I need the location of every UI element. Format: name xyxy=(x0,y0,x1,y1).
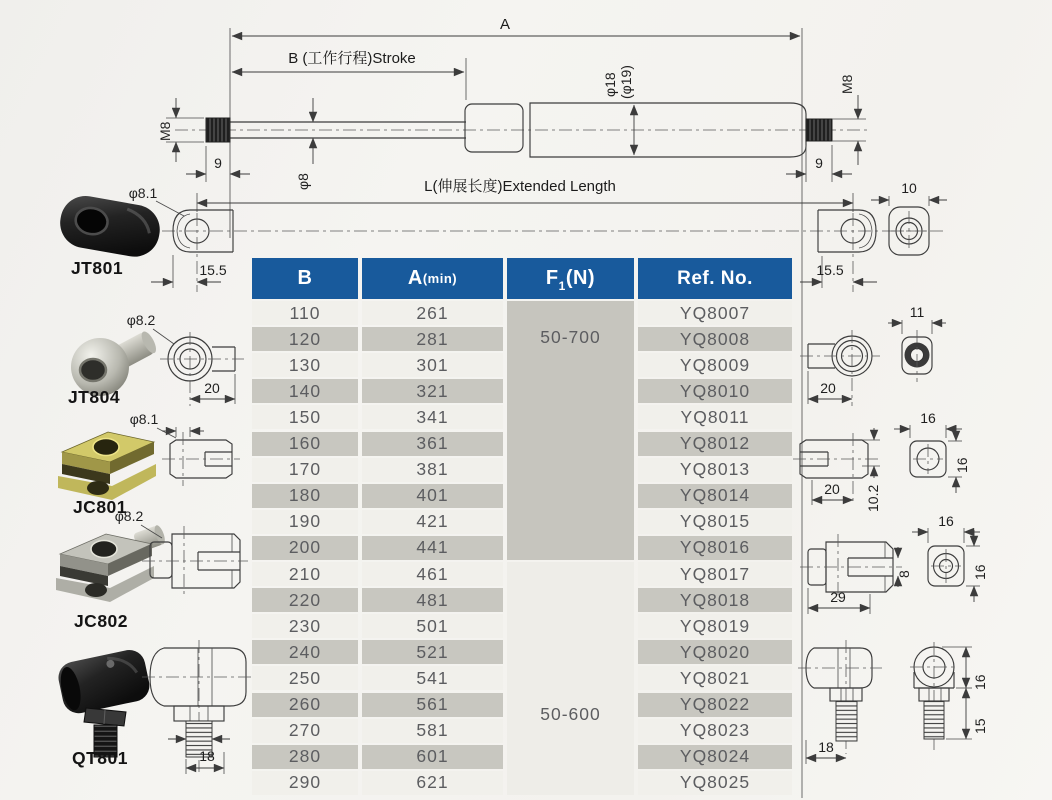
dim-label-extended-length: L(伸展长度)Extended Length xyxy=(424,178,616,195)
dim-label-tube-dia-alt: (φ19) xyxy=(618,65,634,99)
b-value: 200 xyxy=(252,536,358,560)
a-value: 401 xyxy=(362,484,503,508)
ref-value: YQ8021 xyxy=(638,666,792,690)
a-value: 421 xyxy=(362,510,503,534)
a-value: 581 xyxy=(362,719,503,743)
header-ref-text: Ref. No. xyxy=(677,267,753,289)
jt804-views-right xyxy=(800,304,946,406)
jc802-label: JC802 xyxy=(73,611,129,631)
b-value: 170 xyxy=(252,458,358,482)
ref-value: YQ8016 xyxy=(638,536,792,560)
b-value: 140 xyxy=(252,379,358,403)
b-value: 190 xyxy=(252,510,358,534)
a-value: 381 xyxy=(362,458,503,482)
b-value: 160 xyxy=(252,432,358,456)
jc802-views-right xyxy=(800,513,988,614)
a-value: 541 xyxy=(362,666,503,690)
table-header-b xyxy=(252,258,358,299)
ref-value: YQ8007 xyxy=(638,301,792,325)
ref-value: YQ8011 xyxy=(638,405,792,429)
dim-label-jc802-8: 8 xyxy=(896,570,912,578)
dim-label-9-right: 9 xyxy=(815,155,823,171)
a-value: 261 xyxy=(362,301,503,325)
jt801-photo xyxy=(56,192,164,261)
piston-rod-thread-left xyxy=(206,118,230,142)
a-value: 561 xyxy=(362,693,503,717)
b-value: 130 xyxy=(252,353,358,377)
dim-label-qt801-16: 16 xyxy=(972,674,988,690)
ref-value: YQ8012 xyxy=(638,432,792,456)
eyelet-left-view xyxy=(151,210,233,292)
table-column-ref xyxy=(638,258,792,795)
ref-value: YQ8008 xyxy=(638,327,792,351)
qt801-photo xyxy=(56,647,153,757)
dim-label-jt801-dia: φ8.1 xyxy=(128,185,158,201)
qt801-side-view-left xyxy=(142,640,254,774)
jc801-photo xyxy=(58,432,156,500)
jt804-photo xyxy=(71,329,159,396)
dim-label-qt801-15: 15 xyxy=(972,718,988,734)
dim-label-jc801-16w: 16 xyxy=(920,410,936,426)
dim-label-jt804-20-left: 20 xyxy=(204,380,220,396)
ref-value: YQ8019 xyxy=(638,614,792,638)
table-column-b xyxy=(252,258,358,795)
a-value: 321 xyxy=(362,379,503,403)
ref-value: YQ8013 xyxy=(638,458,792,482)
header-a-sub-text: (min) xyxy=(422,271,458,286)
a-value: 481 xyxy=(362,588,503,612)
b-value: 240 xyxy=(252,640,358,664)
a-value: 361 xyxy=(362,432,503,456)
header-a-text: A xyxy=(407,267,423,289)
dim-label-jt804-11: 11 xyxy=(909,304,925,320)
dim-label-jc802-16w: 16 xyxy=(938,513,954,529)
f1-group-value: 50-700 xyxy=(507,301,634,560)
dim-label-b-stroke: B (工作行程)Stroke xyxy=(288,50,416,67)
jt801-label: JT801 xyxy=(70,258,124,278)
fitting-jt801 xyxy=(56,185,184,278)
dim-label-jt804-dia: φ8.2 xyxy=(126,312,156,328)
a-value: 441 xyxy=(362,536,503,560)
dim-label-jc802-dia: φ8.2 xyxy=(114,508,144,524)
ref-value: YQ8009 xyxy=(638,353,792,377)
b-value: 270 xyxy=(252,719,358,743)
header-b-text: B xyxy=(297,267,313,289)
a-value: 521 xyxy=(362,640,503,664)
b-value: 110 xyxy=(252,301,358,325)
table-header-a xyxy=(362,258,503,299)
f1-group-value: 50-600 xyxy=(507,562,634,795)
dim-label-qt801-18-right: 18 xyxy=(818,739,834,755)
ref-value: YQ8023 xyxy=(638,719,792,743)
qt801-label: QT801 xyxy=(72,748,128,768)
ref-value: YQ8017 xyxy=(638,562,792,586)
header-f-unit: (N) xyxy=(565,267,596,289)
dim-label-jc801-16h: 16 xyxy=(954,457,970,473)
a-value: 621 xyxy=(362,771,503,795)
header-f-text: F xyxy=(545,267,559,289)
ref-value: YQ8020 xyxy=(638,640,792,664)
a-value: 301 xyxy=(362,353,503,377)
ref-value: YQ8015 xyxy=(638,510,792,534)
b-value: 280 xyxy=(252,745,358,769)
ref-value: YQ8025 xyxy=(638,771,792,795)
thread-right xyxy=(806,119,832,141)
b-value: 230 xyxy=(252,614,358,638)
dim-label-jt804-20-right: 20 xyxy=(820,380,836,396)
jc801-label: JC801 xyxy=(72,497,128,517)
dim-label-9-left: 9 xyxy=(214,155,222,171)
dim-label-rod-dia: φ8 xyxy=(295,173,311,190)
table-header-f1 xyxy=(507,258,634,299)
b-value: 250 xyxy=(252,666,358,690)
jt804-label: JT804 xyxy=(67,387,121,407)
table-header-ref xyxy=(638,258,792,299)
dim-label-jc801-20: 20 xyxy=(824,481,840,497)
a-value: 601 xyxy=(362,745,503,769)
eyelet-right-view xyxy=(800,180,947,292)
dim-label-m8-right: M8 xyxy=(839,74,855,94)
dim-label-eyelet-155-left: 15.5 xyxy=(199,262,227,278)
ref-value: YQ8024 xyxy=(638,745,792,769)
table-column-f1 xyxy=(507,258,634,795)
ref-value: YQ8022 xyxy=(638,693,792,717)
dim-label-jc801-dia: φ8.1 xyxy=(129,411,159,427)
dim-label-a: A xyxy=(499,16,511,33)
dim-label-eyelet-front-10: 10 xyxy=(901,180,917,196)
jc801-side-view-left xyxy=(162,427,240,486)
ref-value: YQ8010 xyxy=(638,379,792,403)
dim-label-m8-left: M8 xyxy=(157,121,173,141)
b-value: 120 xyxy=(252,327,358,351)
b-value: 260 xyxy=(252,693,358,717)
b-value: 180 xyxy=(252,484,358,508)
qt801-views-right xyxy=(798,640,988,764)
b-value: 290 xyxy=(252,771,358,795)
dim-label-tube-dia: φ18 xyxy=(602,72,618,97)
spec-table xyxy=(252,258,792,795)
a-value: 461 xyxy=(362,562,503,586)
dim-label-jc801-102: 10.2 xyxy=(865,484,881,512)
table-column-a xyxy=(362,258,503,795)
dim-label-jc802-16h: 16 xyxy=(972,564,988,580)
a-value: 501 xyxy=(362,614,503,638)
ref-value: YQ8018 xyxy=(638,588,792,612)
b-value: 220 xyxy=(252,588,358,612)
a-value: 341 xyxy=(362,405,503,429)
dim-label-qt801-18-left: 18 xyxy=(199,748,215,764)
dim-label-eyelet-155-right: 15.5 xyxy=(816,262,844,278)
a-value: 281 xyxy=(362,327,503,351)
b-value: 150 xyxy=(252,405,358,429)
ref-value: YQ8014 xyxy=(638,484,792,508)
header-f-subscript: 1 xyxy=(558,279,566,293)
cylinder-collar xyxy=(465,104,523,152)
b-value: 210 xyxy=(252,562,358,586)
dim-label-jc802-29: 29 xyxy=(830,589,846,605)
jc801-views-right xyxy=(793,410,970,512)
